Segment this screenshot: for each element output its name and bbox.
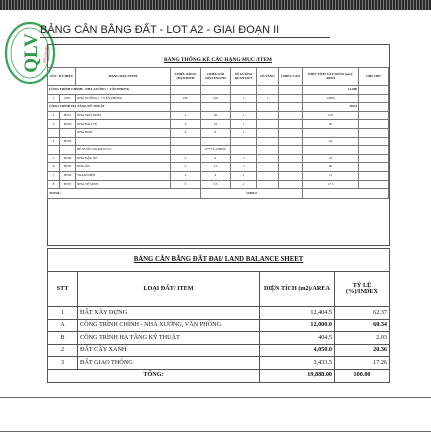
stats-cell — [359, 120, 389, 129]
stats-cell — [201, 103, 231, 112]
balance-row — [48, 344, 390, 357]
stats-cell — [279, 163, 303, 172]
balance-stt: 3 — [48, 357, 78, 370]
stats-cell: 404.5 — [303, 103, 359, 112]
stats-cell — [303, 146, 359, 155]
stats-cell: 1 — [231, 154, 257, 163]
stats-item-row — [48, 180, 389, 189]
stats-cell: 10 — [201, 120, 231, 129]
balance-row — [48, 357, 390, 370]
stamp-lettering: QLV — [21, 33, 42, 73]
stats-cell: BỂ NƯỚC NGẦM PCCC — [76, 146, 171, 155]
stats-cell — [359, 103, 389, 112]
stats-cell: 1 — [257, 94, 279, 103]
stats-cell: 6 — [48, 163, 60, 172]
stats-cell — [279, 146, 303, 155]
stats-total-blank — [303, 189, 389, 199]
stats-cell: 17.5 — [303, 180, 359, 189]
stats-cell — [231, 146, 257, 155]
balance-stt: B — [48, 332, 78, 345]
stats-item-row — [48, 163, 389, 172]
balance-header-row — [48, 272, 390, 307]
stats-cell — [359, 86, 389, 95]
stats-cell — [257, 111, 279, 120]
stats-total-label: TOTAL: — [48, 189, 201, 199]
stats-cell — [257, 171, 279, 180]
top-border-strip — [0, 0, 431, 10]
page-bottom-rule — [0, 431, 431, 432]
stats-cell: 12.000 — [303, 86, 359, 95]
stats-item-row — [48, 111, 389, 120]
stats-cell: 2 — [48, 111, 60, 120]
stats-cell — [257, 180, 279, 189]
stats-cell: 12000 — [303, 94, 359, 103]
stats-cell: 130 — [303, 111, 359, 120]
stats-cell: HT02 — [60, 120, 76, 129]
stats-cell: 4 — [48, 137, 60, 146]
stats-cell — [171, 86, 201, 95]
stats-cell — [279, 154, 303, 163]
stats-cell: 5 — [171, 111, 201, 120]
stats-col-quantity: SỐ LƯỢNG QUANTITY — [231, 68, 257, 86]
stats-item-row — [48, 171, 389, 180]
stats-cell: NHÀ XƯỞNG 1 + VĂN PHÒNG — [76, 94, 171, 103]
balance-ratio: 20.36 — [335, 344, 390, 357]
stats-cell — [76, 137, 171, 146]
stats-total-row — [48, 189, 389, 199]
balance-table-heading: BẢNG CÂN BẰNG ĐẤT ĐAI/ LAND BALANCE SHEET — [48, 249, 390, 272]
stats-cell: NHÀ ĂN — [76, 163, 171, 172]
stats-cell: 4 — [171, 120, 201, 129]
stats-cell — [171, 146, 201, 155]
stats-cell: NHÀ VỆ SINH — [76, 180, 171, 189]
stats-cell: 4 — [201, 171, 231, 180]
stats-cell: CÔNG TRÌNH CHÍNH - NHÀ XƯỞNG + VĂN PHÒNG — [48, 86, 171, 95]
stats-col-width: CHIỀU RỘNG (M)/WIDTH — [171, 68, 201, 86]
stats-cell — [279, 111, 303, 120]
stats-table — [47, 67, 389, 199]
stats-cell: 4 — [171, 128, 201, 137]
stats-col-note: GHI CHÚ — [359, 68, 389, 86]
stats-cell — [279, 171, 303, 180]
balance-ratio: 2.03 — [335, 332, 390, 345]
stats-cell: 9 — [201, 154, 231, 163]
stats-cell: NHÀ BẢO VỆ — [76, 120, 171, 129]
stats-col-area: DIỆN TÍCH XÂY DỰNG (m2)/ AREA — [303, 68, 359, 86]
stats-cell — [257, 137, 279, 146]
stats-total-value: 12404.5 — [201, 189, 303, 199]
stats-cell — [257, 154, 279, 163]
stats-cell: 3 — [171, 171, 201, 180]
stats-cell: HT06 — [60, 171, 76, 180]
stats-item-row — [48, 146, 389, 155]
stats-cell — [279, 86, 303, 95]
stats-cell: 12 — [303, 171, 359, 180]
stats-cell: 8 — [48, 180, 60, 189]
stats-item-row — [48, 120, 389, 129]
stats-cell: HT03 — [60, 137, 76, 146]
stats-cell — [279, 103, 303, 112]
stats-item-row — [48, 137, 389, 146]
stats-cell — [48, 128, 60, 137]
stats-cell — [48, 146, 60, 155]
stats-cell: NX1 — [60, 94, 76, 103]
stats-cell — [257, 128, 279, 137]
balance-row — [48, 307, 390, 320]
stats-cell — [359, 163, 389, 172]
stats-cell — [231, 103, 257, 112]
balance-row — [48, 319, 390, 332]
stats-cell — [171, 103, 201, 112]
stats-cell — [303, 128, 359, 137]
stats-cell — [279, 128, 303, 137]
balance-col-item: LOẠI ĐẤT/ ITEM — [78, 272, 260, 307]
stats-cell: 45 — [303, 154, 359, 163]
stats-table-heading: BẢNG THỐNG KÊ CÁC HẠNG MỤC /ITEM — [163, 57, 273, 63]
stats-col-length: CHIỀU DÀI (M)/LENGTH — [201, 68, 231, 86]
stats-cell: 5 — [171, 180, 201, 189]
balance-col-stt: STT — [48, 272, 78, 307]
stats-cell: 26 — [201, 111, 231, 120]
balance-ratio: 17.26 — [335, 357, 390, 370]
stats-cell — [359, 128, 389, 137]
balance-area: 4,050.0 — [260, 344, 335, 357]
stats-cell: 3 — [48, 120, 60, 129]
stats-cell: 1 — [231, 111, 257, 120]
stats-cell — [359, 154, 389, 163]
balance-item: ĐẤT CÂY XANH — [78, 344, 260, 357]
balance-total-ratio: 100.00 — [335, 369, 390, 382]
stats-cell — [257, 86, 279, 95]
balance-total-label: TỔNG: — [48, 369, 260, 382]
stats-cell: HT01 — [60, 111, 76, 120]
stats-cell — [257, 103, 279, 112]
stats-cell: HT07 — [60, 180, 76, 189]
stats-group-row — [48, 103, 389, 112]
stats-cell: 1 — [231, 163, 257, 172]
stats-cell — [359, 146, 389, 155]
balance-col-area: DIỆN TÍCH (m2)/AREA — [260, 272, 335, 307]
balance-area: 12,000.0 — [260, 319, 335, 332]
stats-cell — [279, 94, 303, 103]
stats-cell — [279, 120, 303, 129]
stats-cell — [201, 86, 231, 95]
stats-cell — [359, 171, 389, 180]
stats-cell: 120 — [201, 94, 231, 103]
stats-cell: HT04 — [60, 154, 76, 163]
stats-cell: 1 — [231, 171, 257, 180]
balance-heading-row — [48, 249, 390, 272]
stats-cell — [60, 146, 76, 155]
stats-item-row — [48, 154, 389, 163]
stats-cell — [279, 180, 303, 189]
stats-item-row — [48, 94, 389, 103]
stats-cell — [257, 120, 279, 129]
stats-cell — [359, 137, 389, 146]
stats-cell — [231, 137, 257, 146]
balance-area: 404.5 — [260, 332, 335, 345]
stats-cell — [359, 180, 389, 189]
balance-area: 12,404.5 — [260, 307, 335, 320]
stats-cell: HT05 — [60, 163, 76, 172]
stats-col-stt: STT / KÝ HIỆU — [48, 68, 76, 86]
stats-cell: NHÀ MÁY BƠM — [76, 111, 171, 120]
stats-cell — [279, 137, 303, 146]
stats-cell: 24 — [303, 137, 359, 146]
balance-area: 3,433.5 — [260, 357, 335, 370]
stats-cell — [359, 94, 389, 103]
balance-ratio: 62.37 — [335, 307, 390, 320]
balance-total-row — [48, 369, 390, 382]
balance-item: ĐẤT XÂY DỰNG — [78, 307, 260, 320]
stats-cell: 1 — [231, 120, 257, 129]
stats-cell: 60 — [303, 163, 359, 172]
balance-stt: 1 — [48, 307, 78, 320]
stats-cell: 3.5 — [201, 180, 231, 189]
stats-col-height: CHIỀU CAO — [279, 68, 303, 86]
stats-cell: 12 — [201, 163, 231, 172]
stats-cell — [171, 137, 201, 146]
stats-cell: 6 — [201, 128, 231, 137]
stats-cell — [231, 86, 257, 95]
balance-row — [48, 332, 390, 345]
balance-item: CÔNG TRÌNH HẠ TẦNG KỸ THUẬT — [78, 332, 260, 345]
stats-item-row — [48, 128, 389, 137]
stats-cell: 5 — [171, 163, 201, 172]
balance-stt: A — [48, 319, 78, 332]
stats-cell: 1 — [48, 94, 60, 103]
stats-cell: 1 — [231, 128, 257, 137]
bottom-rule — [0, 397, 431, 398]
balance-stt: 2 — [48, 344, 78, 357]
stats-cell: 1 — [231, 94, 257, 103]
balance-ratio: 60.34 — [335, 319, 390, 332]
stats-group-row — [48, 86, 389, 95]
stats-cell: 40 — [303, 120, 359, 129]
balance-item: ĐẤT GIAO THÔNG — [78, 357, 260, 370]
stats-col-floors: SỐ TẦNG — [257, 68, 279, 86]
balance-total-area: 19,888.00 — [260, 369, 335, 382]
stats-cell: 1 — [231, 180, 257, 189]
stats-cell — [359, 111, 389, 120]
balance-col-ratio: TỶ LỆ (%)/INDEX — [335, 272, 390, 307]
stats-cell: 7 — [48, 171, 60, 180]
stats-cell — [60, 128, 76, 137]
stats-cell: 5 — [171, 154, 201, 163]
stats-cell — [257, 163, 279, 172]
stamp-small-lettering: ĐÃ DUYỆT — [42, 44, 50, 63]
stats-cell: NHÀ BƠM — [76, 128, 171, 137]
balance-item: CÔNG TRÌNH CHÍNH - NHÀ XƯỞNG, VĂN PHÒNG — [78, 319, 260, 332]
stats-col-item: HẠNG MỤC/ITEM — [76, 68, 171, 86]
sheet-title: BẢNG CÂN BẰNG ĐẤT - LOT A2 - GIAI ĐOẠN II — [40, 24, 330, 38]
stats-cell: CÔNG TRÌNH HẠ TẦNG KỸ THUẬT — [48, 103, 171, 112]
stats-cell: TRẠM ĐIỆN — [76, 171, 171, 180]
stats-cell — [201, 137, 231, 146]
stats-cell: NHÀ ĐẬU XE — [76, 154, 171, 163]
stats-cell: 5 — [48, 154, 60, 163]
stats-cell: 6*7*3=126000 — [201, 146, 231, 155]
stats-cell — [257, 146, 279, 155]
stats-cell: 100 — [171, 94, 201, 103]
land-balance-table — [47, 248, 390, 383]
stats-header-row — [48, 68, 389, 86]
